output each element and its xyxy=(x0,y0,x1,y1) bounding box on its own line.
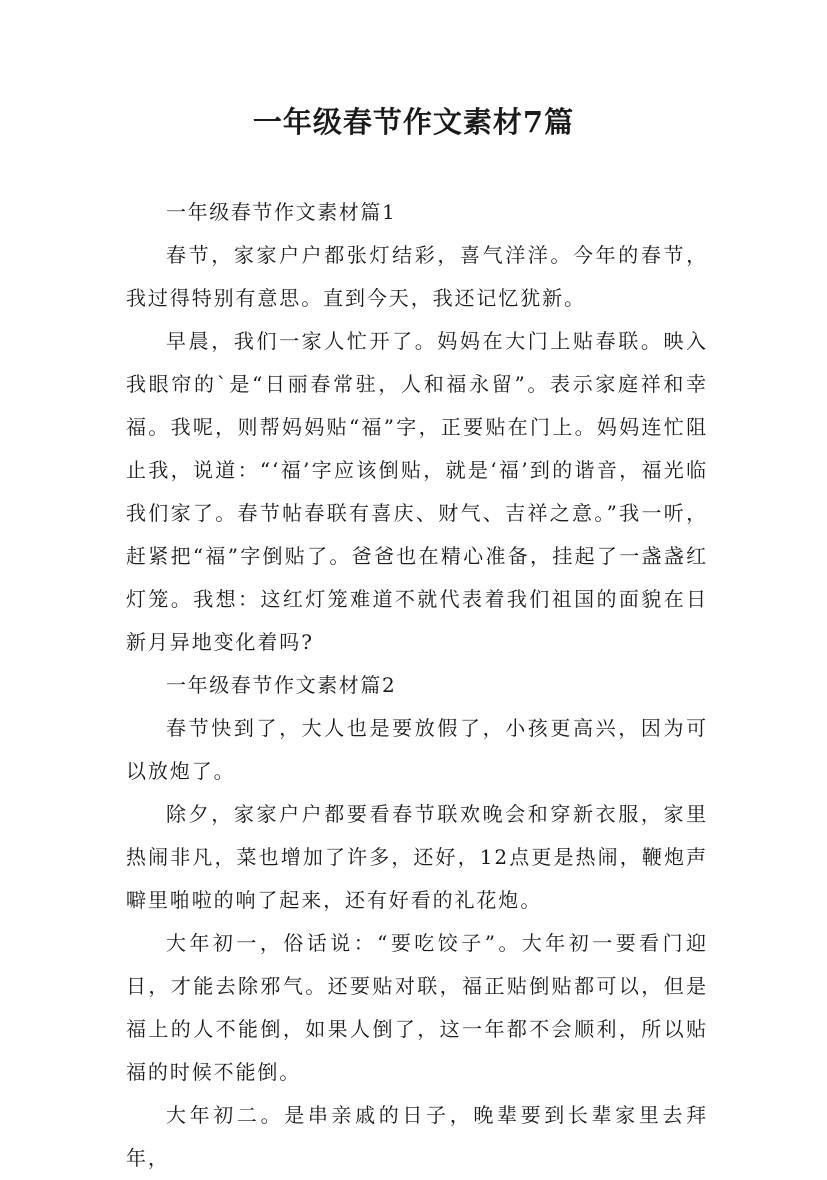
paragraph: 大年初一，俗话说：“要吃饺子”。大年初一要看门迎日，才能去除邪气。还要贴对联，福正贴倒贴都可以，但是福上的人不能倒，如果人倒了，这一年都不会顺利，所以贴福的时候不能倒。 xyxy=(126,931,708,1084)
paragraph: 春节，家家户户都张灯结彩，喜气洋洋。今年的春节，我过得特别有意思。直到今天，我还记忆犹新。 xyxy=(126,243,708,310)
document-body xyxy=(126,191,708,1180)
paragraph: 大年初二。是串亲戚的日子，晚辈要到长辈家里去拜年， xyxy=(126,1103,708,1170)
section-heading-2: 一年级春节作文素材篇2 xyxy=(166,673,397,697)
paragraph: 早晨，我们一家人忙开了。妈妈在大门上贴春联。映入我眼帘的`是“日丽春常驻，人和福永留”。表示家庭祥和幸福。我呢，则帮妈妈贴“福”字，正要贴在门上。妈妈连忙阻止我，说道：“‘福’字应该倒贴，就是‘福’到的谐音，福光临我们家了。春节帖春联有喜庆、财气、吉祥之意。”我一听，赶紧把“福”字倒贴了。爸爸也在精心准备，挂起了一盏盏红灯笼。我想：这红灯笼难道不就代表着我们祖国的面貌在日新月异地变化着吗? xyxy=(126,329,708,654)
document-title: 一年级春节作文素材7篇 xyxy=(252,105,575,139)
paragraph: 春节快到了，大人也是要放假了，小孩更高兴，因为可以放炮了。 xyxy=(126,716,708,783)
section-heading-1: 一年级春节作文素材篇1 xyxy=(166,200,397,224)
paragraph: 除夕，家家户户都要看春节联欢晚会和穿新衣服，家里热闹非凡，菜也增加了许多，还好，12点更是热闹，鞭炮声噼里啪啦的响了起来，还有好看的礼花炮。 xyxy=(126,802,708,912)
